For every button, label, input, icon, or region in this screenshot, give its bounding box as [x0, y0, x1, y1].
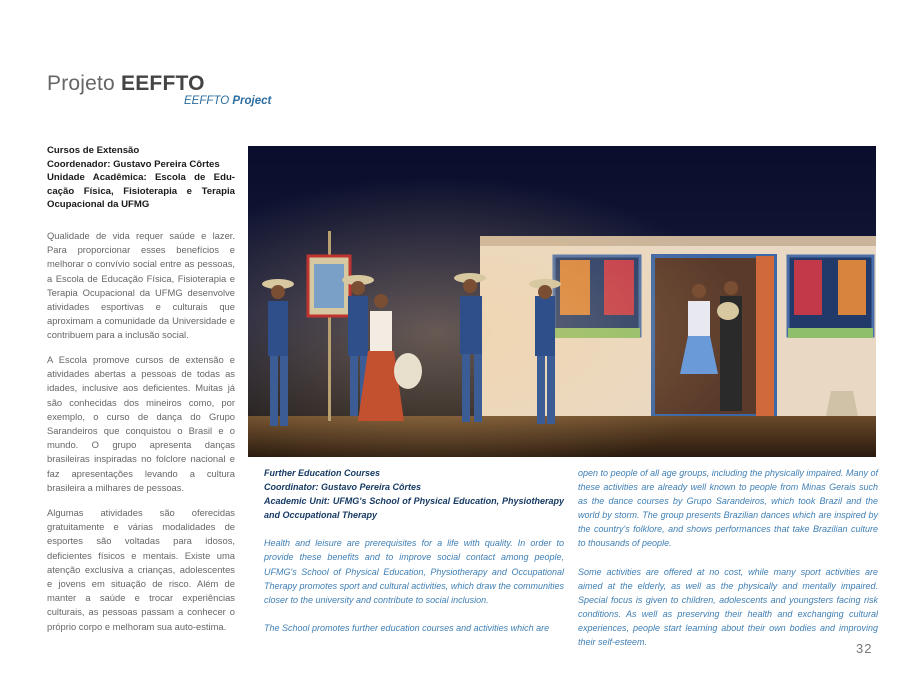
en-heading-line: Further Education Courses: [264, 468, 381, 478]
en-heading-line: Coordinator: Gustavo Pereira Côrtes: [264, 482, 422, 493]
en-paragraph: Some activities are offered at no cost, while many sport activities are aimed at the elderly, as well as the physically and mentally impaired. Special focus is given to children, adolescents and youngsters facing risk conditions. As well as preserving their health and exchanging cultural experiences, people start learning about their own bodies and improving their self-esteem.: [578, 566, 878, 648]
pt-heading-line: Coordenador: Gustavo Pereira Côrtes: [47, 158, 220, 170]
en-paragraph: The School promotes further education courses and activities which are: [264, 622, 550, 633]
page-subtitle: [184, 95, 271, 107]
en-heading-line: Academic Unit: UFMG's School of Physical Education, Physiotherapy and Occupational Therapy: [264, 496, 564, 521]
en-paragraph: open to people of all age groups, including the physically impaired. Many of these activities are already well known to people from Minas Gerais such as the dance courses by Grupo Sarandeiros, which took Brazil and the world by storm. The group presents Brazilian dances which are inspired by the country's folklore, and shows performances that take Brazilian culture to thousands of people.: [578, 468, 878, 549]
stage-performance-photo: [248, 146, 876, 457]
title-bold: EEFFTO: [121, 72, 205, 95]
title-prefix: Projeto: [47, 72, 115, 95]
pt-paragraph: A Escola promove cursos de extensão e atividades abertas a pessoas de todas as idades, inclusive aos deficientes. Muitas já são conhecidas dos mineiros como, por exemplo, o curso de dança do Grupo Sarandeiros que conquistou o Brasil e o mundo. O grupo apresenta danças brasileiras inspiradas no folclore nacional e faz apresentações levando a cultura brasileira a milhares de pessoas.: [47, 354, 235, 493]
pt-heading-line: Cursos de Extensão: [47, 145, 140, 156]
page-title: [47, 72, 205, 96]
en-heading: [264, 466, 564, 522]
subtitle-bold: Project: [232, 95, 272, 107]
pt-paragraph: Algumas atividades são oferecidas gratuitamente e várias modalidades de esportes são voltadas para idosos, deficientes físicos e mentais. Existe uma atenção exclusiva a crianças, adolescentes e jovens em situação de risco. Além de manter a saúde e trocar experiências culturais, as pessoas passam a conhecer o próprio corpo e melhoram sua auto-estima.: [47, 507, 235, 632]
english-column-1: [264, 466, 564, 635]
pt-heading-line: Unidade Acadêmica: Escola de Edu-cação Física, Fisioterapia e Terapia Ocupacional da UFMG: [47, 172, 235, 211]
pt-paragraph: Qualidade de vida requer saúde e lazer. Para proporcionar esses benefícios e melhorar o convívio social entre as pessoas, a Escola de Educação Física, Fisioterapia e Terapia Ocupacional da UFMG desenvolve atividades esportivas e culturais que aproximam a comunidade da Universidade e contribuem para a inclusão social.: [47, 230, 235, 341]
subtitle-prefix: EEFFTO: [184, 95, 230, 107]
en-paragraph: Health and leisure are prerequisites for a life with quality. In order to provide these benefits and to improve social contact among people, UFMG's School of Physical Education, Physiotherapy and Occupational Therapy promotes sport and cultural activities, which draw the communities closer to the university and contribute to social inclusion.: [264, 538, 564, 605]
pt-heading: [47, 144, 235, 212]
page-number: 32: [856, 641, 873, 656]
english-column-2: [578, 466, 878, 649]
